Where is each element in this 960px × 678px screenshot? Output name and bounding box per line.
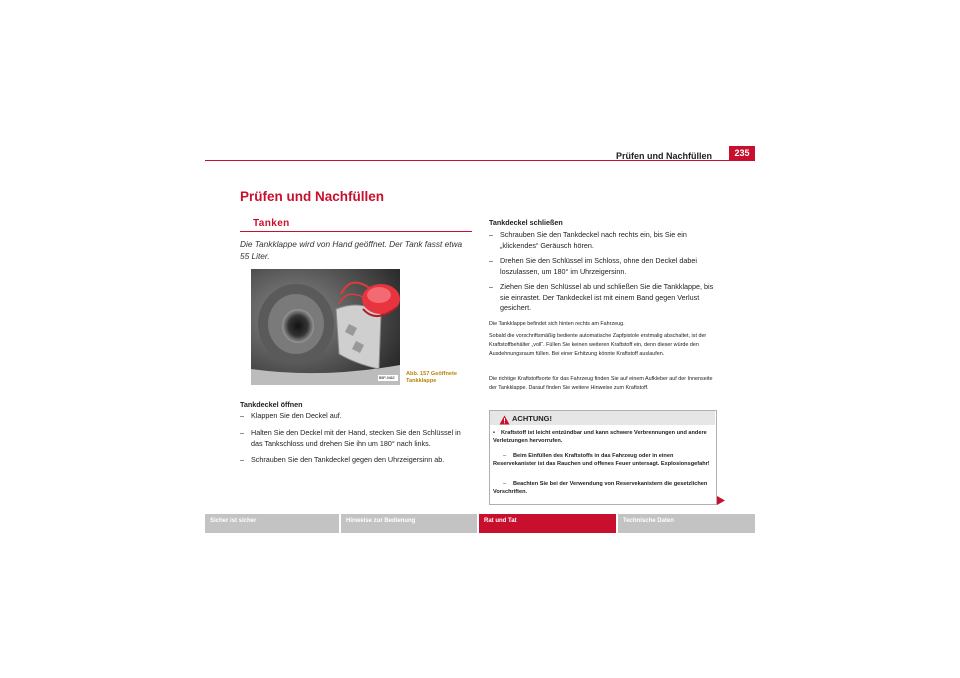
header-title: Prüfen und Nachfüllen	[615, 151, 712, 161]
warning-sub-text: Beachten Sie bei der Verwendung von Reservekanistern die gesetzlichen Vorschriften.	[493, 481, 708, 496]
section-rule	[240, 231, 472, 232]
step-text: Halten Sie den Deckel mit der Hand, stecken Sie den Schlüssel in das Tankschloss und drehen Sie ihn um 180° nach links.	[251, 428, 461, 448]
step-dash: –	[240, 411, 244, 420]
warning-sub	[493, 480, 711, 497]
close-step	[489, 230, 717, 251]
footer-tab-rat-und-tat[interactable]: Rat und Tat	[479, 514, 616, 533]
close-step	[489, 256, 717, 277]
section-intro: Die Tankklappe wird von Hand geöffnet. Der Tank fasst etwa 55 Liter.	[240, 239, 463, 261]
figure-code: B5P-0462	[379, 376, 395, 380]
step-dash: –	[489, 256, 493, 265]
step-text: Schrauben Sie den Tankdeckel gegen den Uhrzeigersinn ab.	[251, 455, 445, 464]
step-text: Schrauben Sie den Tankdeckel nach rechts ein, bis Sie ein „klickendes“ Geräusch hören.	[500, 230, 687, 250]
open-step	[240, 411, 472, 422]
open-heading: Tankdeckel öffnen	[240, 400, 303, 409]
figure-caption	[406, 371, 476, 385]
footer-tab-sicher[interactable]: Sicher ist sicher	[205, 514, 339, 533]
warning-sub	[493, 452, 711, 469]
chapter-title: Prüfen und Nachfüllen	[240, 189, 385, 204]
warning-icon	[499, 412, 510, 430]
figure-caption-line2: Tankklappe	[406, 378, 437, 384]
step-dash: –	[489, 230, 493, 239]
section-title: Tanken	[253, 218, 290, 229]
paragraph: Die Tankklappe befindet sich hinten rechts am Fahrzeug.	[489, 321, 625, 327]
step-dash: –	[240, 455, 244, 464]
step-text: Klappen Sie den Deckel auf.	[251, 411, 342, 420]
step-dash: –	[240, 428, 244, 437]
step-text: Drehen Sie den Schlüssel im Schloss, ohne den Deckel dabei loszulassen, um 180° im Uhrzeigersinn.	[500, 256, 697, 276]
footer-tab-technische-daten[interactable]: Technische Daten	[618, 514, 755, 533]
warning-sub-text: Beim Einfüllen des Kraftstoffs in das Fahrzeug oder in einen Reservekanister ist das Rauchen und offenes Feuer untersagt. Explosionsgefahr!	[493, 453, 710, 468]
close-heading: Tankdeckel schließen	[489, 218, 563, 227]
footer-tab-bedienung[interactable]: Hinweise zur Bedienung	[341, 514, 477, 533]
fuel-flap-illustration	[251, 269, 400, 385]
warning-bullet	[493, 429, 711, 446]
next-page-arrow-icon[interactable]	[717, 492, 725, 510]
paragraph: Die richtige Kraftstoffsorte für das Fahrzeug finden Sie auf einem Aufkleber auf der Innenseite der Tankklappe. Darauf finden Sie weitere Hinweise zum Kraftstoff.	[489, 376, 713, 391]
fuel-flap-photo	[251, 269, 400, 385]
page-number: 235	[729, 146, 755, 161]
warning-title: ACHTUNG!	[512, 414, 552, 423]
step-text: Ziehen Sie den Schlüssel ab und schließen Sie die Tankklappe, bis sie einrastet. Der Tankdeckel ist mit einem Band gegen Verlust gesichert.	[500, 282, 714, 312]
bullet-icon: •	[493, 430, 495, 436]
close-step	[489, 282, 717, 314]
open-step	[240, 455, 472, 466]
open-step	[240, 428, 472, 449]
paragraph: Sobald die vorschriftsmäßig bediente automatische Zapfpistole erstmalig abschaltet, ist der Kraftstoffbehälter „voll“. Füllen Sie keinen weiteren Kraftstoff ein, denn dieser würde den Ausdehnungsraum füllen. Bei einer Erhitzung könnte Kraftstoff auslaufen.	[489, 333, 707, 357]
sub-dash: –	[503, 481, 507, 487]
step-dash: –	[489, 282, 493, 291]
sub-dash: –	[503, 453, 507, 459]
warning-bullet-text: Kraftstoff ist leicht entzündbar und kann schwere Verbrennungen und andere Verletzungen hervorrufen.	[493, 430, 707, 445]
figure-caption-line1: Abb. 157 Geöffnete	[406, 371, 457, 377]
